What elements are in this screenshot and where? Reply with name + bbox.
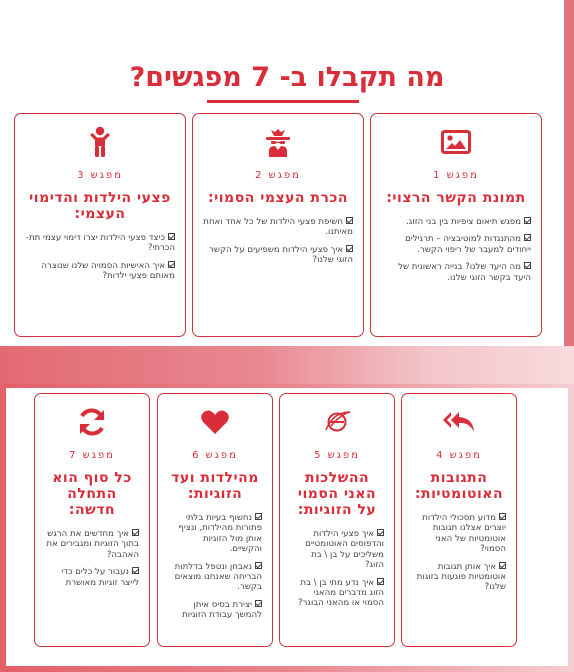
bullet-list [168, 513, 262, 621]
meeting-title: תמונת הקשר הרצוי: [386, 190, 526, 206]
checkbox-icon [499, 513, 506, 520]
explorer-icon [290, 404, 384, 440]
bullet-item: איך אותן תגובות אוטומטיות פוגעות בזוגות שלנו? [416, 561, 506, 593]
title-underline [207, 100, 359, 103]
meeting-card-5 [279, 393, 395, 647]
checkbox-icon [499, 562, 506, 569]
meeting-title: מהילדות ועד הזוגיות: [171, 470, 259, 502]
bullet-list [203, 217, 353, 266]
checkbox-icon [346, 245, 353, 252]
bullet-item: איך פצעי הילדות והדפוסים האוטומטיים משליכים על בן \ בת הזוג? [305, 529, 384, 571]
checkbox-icon [346, 217, 353, 224]
meeting-card-4 [401, 393, 517, 647]
checkbox-icon [255, 600, 262, 607]
checkbox-icon [377, 529, 384, 536]
bullet-item: מהתנגדות למוטיבציה – תרגילים ייחודים למעבר של ריפוי הקשר. [405, 234, 531, 255]
checkbox-icon [524, 217, 531, 224]
image-icon [381, 124, 531, 160]
meeting-title: הכרת העצמי הסמוי: [208, 190, 348, 206]
bullet-list [25, 233, 175, 282]
checkbox-icon [524, 234, 531, 241]
bullet-list [45, 529, 139, 588]
meeting-number: מפגש 2 [255, 170, 301, 181]
spy-icon [203, 124, 353, 160]
meeting-number: מפגש 6 [192, 450, 238, 461]
checkbox-icon [168, 233, 175, 240]
bullet-item: יצירת בסיס איתן להמשך עבודת הזוגיות [182, 599, 262, 621]
bullet-item: נאבחן ונטפל בדלתות הבריחה שאנחנו מוצאים בקשר. [174, 561, 262, 593]
meeting-title: התגובות האוטומטיות: [414, 470, 504, 502]
bullet-item: מדוע תסכולי הילדות יוצרים אצלנו תגובות אוטומטיות של האני הסמוי? [422, 513, 506, 555]
bullet-item: נעבור על כלים כדי לייצר זוגיות מאושרת [61, 567, 139, 588]
meeting-card-7 [34, 393, 150, 647]
bullet-list [412, 513, 506, 593]
meeting-number: מפגש 5 [314, 450, 360, 461]
decorative-band [0, 346, 574, 386]
meeting-number: מפגש 3 [77, 170, 123, 181]
checkbox-icon [377, 578, 384, 585]
meeting-card-2 [192, 113, 364, 337]
meeting-number: מפגש 7 [69, 450, 115, 461]
sync-icon [45, 404, 139, 440]
bullet-item: איך האישיות הסמויה שלנו שנוצרה מאותם פצעי ילדות? [41, 260, 175, 282]
checkbox-icon [255, 562, 262, 569]
checkbox-icon [132, 567, 139, 574]
bullet-item: מה היעד שלנו? בנייה ראשונית של היעד בקשר הזוגי שלנו. [398, 262, 531, 283]
bullet-item: חשיפת פצעי הילדות של כל אחד ואחת מאיתנו. [203, 217, 353, 238]
bullet-item: נחשוף בעיות בלתי פתורות מהילדות, ונציף אותן מול הזוגיות והקשיים. [178, 513, 262, 555]
bullet-item: מפגש תיאום ציפיות בין בני הזוג. [381, 217, 531, 227]
bullet-item: כיצד פצעי הילדות יצרו דימוי עצמי תת- הכרתי? [25, 233, 175, 254]
meeting-card-3 [14, 113, 186, 337]
checkbox-icon [168, 261, 175, 268]
meeting-title: פצעי הילדות והדימוי העצמי: [29, 190, 171, 222]
page-title: מה תקבלו ב- 7 מפגשים? [129, 62, 445, 93]
meeting-number: מפגש 1 [433, 170, 479, 181]
meeting-card-1 [370, 113, 542, 337]
meeting-title: כל סוף הוא התחלה חדשה: [52, 470, 132, 518]
heart-icon [168, 404, 262, 440]
checkbox-icon [255, 513, 262, 520]
meeting-number: מפגש 4 [436, 450, 482, 461]
bullet-list [290, 529, 384, 609]
checkbox-icon [524, 262, 531, 269]
checkbox-icon [132, 529, 139, 536]
bullet-item: איך נדע מתי בן \ בת הזוג מדברים מהאני הסמוי או מהאני הבוגר? [297, 577, 384, 609]
bullet-list [381, 217, 531, 283]
meeting-card-6 [157, 393, 273, 647]
reply-all-icon [412, 404, 506, 440]
bullet-item: איך פצעי הילדות משפיעים על הקשר הזוגי שלנו? [209, 244, 353, 266]
meeting-title: ההשלכות האני הסמוי על הזוגיות: [297, 470, 377, 518]
bullet-item: איך מחדשים את הרגש בתוך הזוגיות ומגבירים את האהבה? [46, 529, 139, 560]
child-icon [25, 124, 175, 160]
